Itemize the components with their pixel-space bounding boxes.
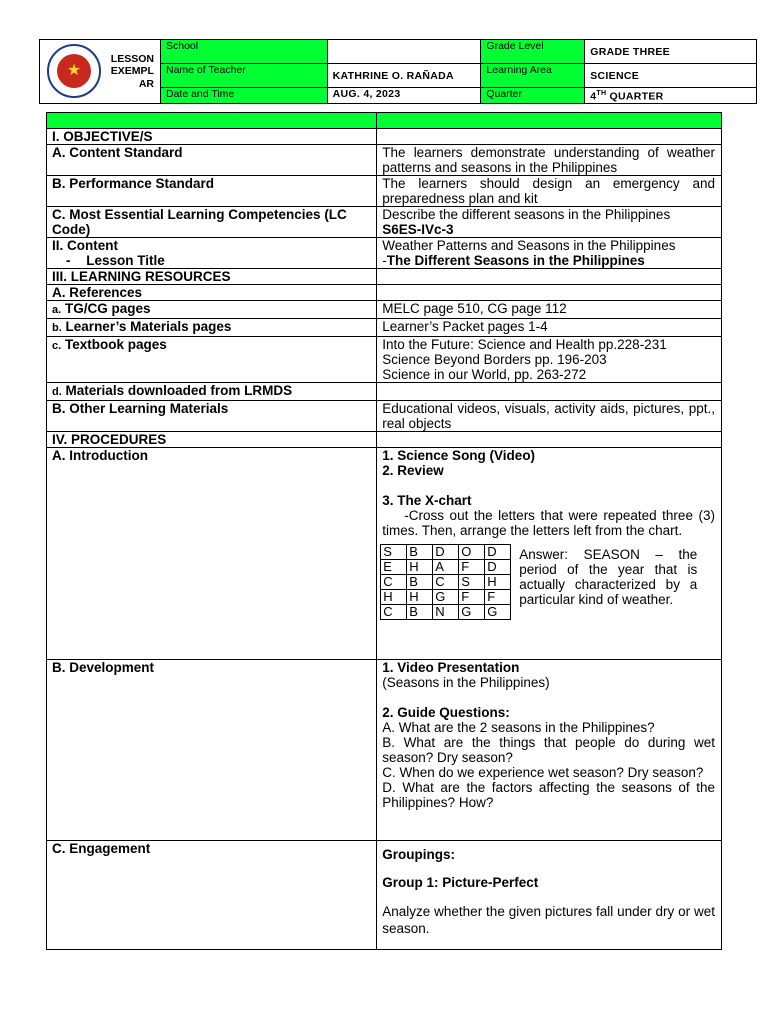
introduction-label: A. Introduction [47,448,377,660]
introduction-content [377,448,722,660]
deped-seal-icon: ★ [47,44,101,98]
intro-item-science-song: 1. Science Song (Video) [382,448,536,463]
school-label: School [160,40,327,64]
quarter-label: Quarter [481,88,585,104]
group1-title: Group 1: Picture-Perfect [382,875,539,890]
green-header-left [47,113,377,129]
dev-item-video-sub: (Seasons in the Philippines) [382,675,550,690]
group1-text: Analyze whether the given pictures fall under dry or wet season. [382,904,715,936]
competencies-cell [377,207,722,238]
lrmds-label: d. Materials downloaded from LRMDS [47,383,377,401]
x-chart-cell: C [433,575,459,590]
content-value-cell: Weather Patterns and Seasons in the Philippines -The Different Seasons in the Philippines [377,238,722,269]
competency-code: S6ES-IVc-3 [382,222,454,237]
development-content [377,660,722,841]
content-text: Weather Patterns and Seasons in the Philippines [382,238,676,253]
x-chart-cell: B [407,575,433,590]
guide-question: A. What are the 2 seasons in the Philippines? [382,720,655,735]
lesson-title-bullet: - [66,253,71,268]
x-chart-cell: B [407,605,433,620]
other-materials-label: B. Other Learning Materials [47,401,377,432]
objectives-heading: I. OBJECTIVE/S [47,129,377,145]
x-chart-cell: N [433,605,459,620]
x-chart-cell: F [459,590,485,605]
groupings-label: Groupings: [382,847,456,862]
x-chart-cell: B [407,545,433,560]
engagement-label: C. Engagement [47,841,377,950]
teacher-value: KATHRINE O. RAÑADA [327,64,481,88]
x-chart-cell: H [381,590,407,605]
content-cell [47,238,377,269]
lesson-title: The Different Seasons in the Philippines [386,253,645,268]
grade-level-label: Grade Level [481,40,585,64]
tg-cg-text: MELC page 510, CG page 112 [377,301,722,319]
x-chart-cell: D [433,545,459,560]
date-value: AUG. 4, 2023 [327,88,481,104]
lesson-title-label: Lesson Title [86,253,165,268]
x-chart-row [381,590,511,605]
textbook-text: Into the Future: Science and Health pp.228-231 Science Beyond Borders pp. 196-203 Science in our World, pp. 263-272 [377,337,722,383]
x-chart-cell: G [433,590,459,605]
content-heading: II. Content [52,238,118,253]
intro-item-review: 2. Review [382,463,444,478]
teacher-label: Name of Teacher [160,64,327,88]
x-chart-cell: G [485,605,511,620]
dev-item-video: 1. Video Presentation [382,660,520,675]
x-chart-row [381,560,511,575]
x-chart-grid [380,544,511,620]
x-chart-row [381,605,511,620]
x-chart-cell: S [381,545,407,560]
learning-area-label: Learning Area [481,64,585,88]
resources-heading: III. LEARNING RESOURCES [47,269,377,285]
logo-cell [40,40,161,104]
references-heading: A. References [47,285,377,301]
x-chart-cell: F [459,560,485,575]
x-chart-cell: A [433,560,459,575]
guide-question: C. When do we experience wet season? Dry season? [382,765,704,780]
x-chart-cell: E [381,560,407,575]
learning-area-value: SCIENCE [585,64,757,88]
lesson-table [46,112,722,950]
x-chart-cell: H [407,560,433,575]
other-materials-text: Educational videos, visuals, activity aids, pictures, ppt., real objects [377,401,722,432]
x-chart-cell: O [459,545,485,560]
engagement-content [377,841,722,950]
development-label: B. Development [47,660,377,841]
x-chart-row [381,545,511,560]
grade-level-value: GRADE THREE [585,40,757,64]
competencies-label: C. Most Essential Learning Competencies (LC Code) [47,207,377,238]
x-chart-cell: D [485,560,511,575]
intro-item-x-chart: 3. The X-chart [382,493,472,508]
x-chart-cell: H [485,575,511,590]
header-table [39,39,757,104]
x-chart-cell: S [459,575,485,590]
x-chart-row [381,575,511,590]
x-chart-cell: D [485,545,511,560]
procedures-heading: IV. PROCEDURES [47,432,377,448]
x-chart-answer: Answer: SEASON – the period of the year that is actually characterized by a particular kind of weather. [519,547,698,607]
x-chart-cell: C [381,575,407,590]
x-chart-cell: C [381,605,407,620]
quarter-value: 4TH QUARTER [585,88,757,104]
guide-question: D. What are the factors affecting the seasons of the Philippines? How? [382,780,715,810]
content-standard-text: The learners demonstrate understanding of weather patterns and seasons in the Philippines [377,145,722,176]
learners-materials-label: b. Learner’s Materials pages [47,319,377,337]
textbook-label: c. Textbook pages [47,337,377,383]
x-chart-cell: H [407,590,433,605]
dev-item-guide-questions: 2. Guide Questions: [382,705,510,720]
date-label: Date and Time [160,88,327,104]
tg-cg-label: a. TG/CG pages [47,301,377,319]
competencies-text: Describe the different seasons in the Philippines [382,207,671,222]
content-standard-label: A. Content Standard [47,145,377,176]
x-chart-cell: F [485,590,511,605]
school-value [327,40,481,64]
guide-question: B. What are the things that people do during wet season? Dry season? [382,735,715,765]
x-chart-instruction: -Cross out the letters that were repeated three (3) times. Then, arrange the letters left from the chart. [382,508,715,538]
learners-materials-text: Learner’s Packet pages 1-4 [377,319,722,337]
lesson-exemplar-title: LESSON EXEMPL AR [110,52,154,90]
x-chart-cell: G [459,605,485,620]
performance-standard-text: The learners should design an emergency and preparedness plan and kit [377,176,722,207]
green-header-right [377,113,722,129]
performance-standard-label: B. Performance Standard [47,176,377,207]
